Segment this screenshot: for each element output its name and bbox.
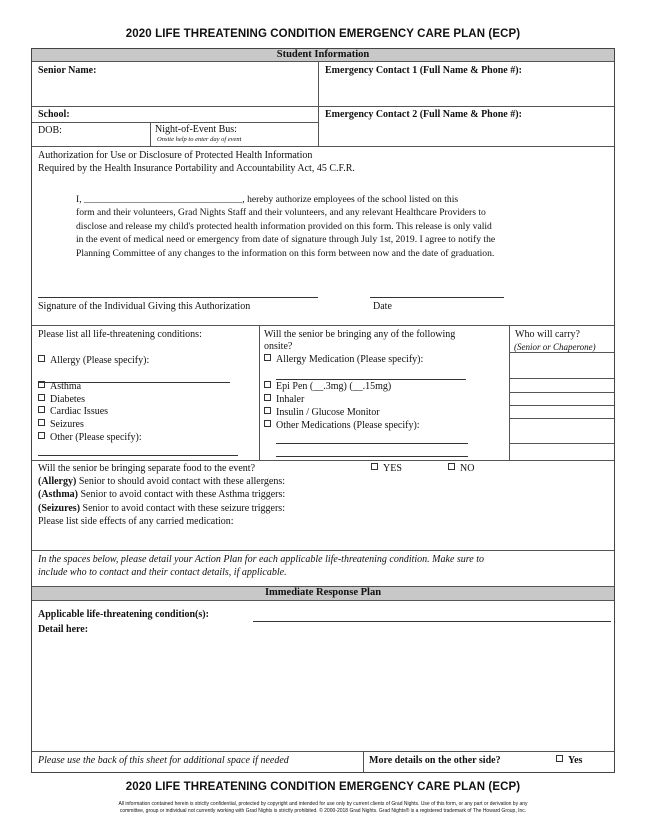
onsite-allergy-med[interactable]: Allergy Medication (Please specify): (264, 354, 423, 366)
contact1-label: Emergency Contact 1 (Full Name & Phone #): (325, 65, 522, 76)
allergy-trigger-row: (Allergy) Senior to should avoid contact with these allergens: (38, 476, 285, 487)
footer-title: 2020 LIFE THREATENING CONDITION EMERGENCY CARE PLAN (ECP) (125, 781, 521, 793)
page-title: 2020 LIFE THREATENING CONDITION EMERGENCY CARE PLAN (ECP) (125, 28, 521, 40)
footer-legal-2: committee, group or individual not currently working with Grad Nights is strictly prohibited. © 2000-2018 Grad Nights. Grad Nights® is a registered trademark of The Howard Group, Inc. (119, 808, 527, 814)
auth-body (76, 193, 601, 260)
allergy-med-line[interactable] (276, 379, 466, 380)
condition-asthma[interactable]: Asthma (38, 381, 81, 393)
auth-heading-2: Required by the Health Insurance Portability and Accountability Act, 45 C.F.R. (38, 163, 355, 174)
auth-body-line: disclose and release my child's protected health information provided on this form. This release is only valid (76, 220, 492, 232)
food-question: Will the senior be bringing separate food to the event? (38, 463, 256, 474)
food-yes-option[interactable]: YES (371, 463, 402, 475)
night-bus-label: Night-of-Event Bus: (155, 124, 237, 135)
onsite-header-1: Will the senior be bringing any of the following (264, 329, 456, 340)
auth-body-line: I, _________________________________, hereby authorize employees of the school listed on this (76, 194, 459, 205)
auth-body-line: form and their volunteers, Grad Nights Staff and their volunteers, and any relevant Healthcare Providers to (76, 207, 486, 219)
ecp-form (31, 48, 615, 773)
footer-legal-1: All information contained herein is strictly confidential, protected by copyright and intended for use only by current clients of Grad Nights. Use of this form, or any part or derivation by any (118, 801, 528, 807)
onsite-other-meds[interactable]: Other Medications (Please specify): (264, 420, 420, 432)
senior-name-label: Senior Name: (38, 65, 97, 76)
action-plan-instructions-1: In the spaces below, please detail your Action Plan for each applicable life-threatening condition. Make sure to (38, 554, 485, 565)
dob-label: DOB: (38, 125, 62, 136)
contact2-label: Emergency Contact 2 (Full Name & Phone #): (325, 109, 522, 120)
detail-label: Detail here: (38, 624, 89, 635)
condition-cardiac[interactable]: Cardiac Issues (38, 406, 108, 418)
asthma-trigger-row: (Asthma) Senior to avoid contact with these Asthma triggers: (38, 489, 286, 500)
food-no-option[interactable]: NO (448, 463, 474, 475)
condition-other[interactable]: Other (Please specify): (38, 432, 142, 444)
auth-heading-1: Authorization for Use or Disclosure of Protected Health Information (38, 150, 313, 161)
date-label: Date (373, 301, 392, 312)
signature-label: Signature of the Individual Giving this Authorization (38, 301, 251, 312)
applicable-condition-label: Applicable life-threatening condition(s): (38, 609, 209, 620)
auth-body-line: Planning Committee of any changes to the information on this form between now and the date of graduation. (76, 247, 495, 259)
action-plan-instructions-2: include who to contact and their contact details, if applicable. (38, 567, 287, 578)
detail-area[interactable] (38, 639, 608, 749)
onsite-epipen[interactable]: Epi Pen (__.3mg) (__.15mg) (264, 381, 391, 393)
condition-seizures[interactable]: Seizures (38, 419, 84, 431)
night-bus-note: Onsite help to enter day of event (157, 136, 242, 143)
condition-allergy[interactable]: Allergy (Please specify): (38, 355, 149, 367)
signature-line[interactable] (38, 297, 318, 298)
immediate-response-header: Immediate Response Plan (32, 586, 614, 601)
applicable-condition-line[interactable] (253, 621, 611, 622)
condition-diabetes[interactable]: Diabetes (38, 394, 85, 406)
back-of-sheet-note: Please use the back of this sheet for additional space if needed (38, 755, 289, 766)
who-carry-sub: (Senior or Chaperone) (514, 342, 596, 352)
onsite-header-2: onsite? (264, 341, 293, 352)
date-line[interactable] (370, 297, 504, 298)
who-carry-header: Who will carry? (515, 329, 580, 340)
onsite-inhaler[interactable]: Inhaler (264, 394, 304, 406)
seizure-trigger-row: (Seizures) Senior to avoid contact with these seizure triggers: (38, 503, 285, 514)
student-info-header: Student Information (32, 49, 614, 62)
more-details-yes-option[interactable]: Yes (556, 755, 582, 767)
conditions-header: Please list all life-threatening conditions: (38, 329, 202, 340)
auth-body-line: in the event of medical need or emergency from date of signature through July 1st, 2019. I agree to notify the (76, 234, 496, 246)
other-meds-line-1[interactable] (276, 443, 468, 444)
onsite-insulin[interactable]: Insulin / Glucose Monitor (264, 407, 380, 419)
other-meds-line-2[interactable] (276, 456, 468, 457)
school-label: School: (38, 109, 70, 120)
more-details-label: More details on the other side? (369, 755, 501, 766)
side-effects-label: Please list side effects of any carried medication: (38, 516, 234, 527)
other-specify-line[interactable] (38, 455, 238, 456)
